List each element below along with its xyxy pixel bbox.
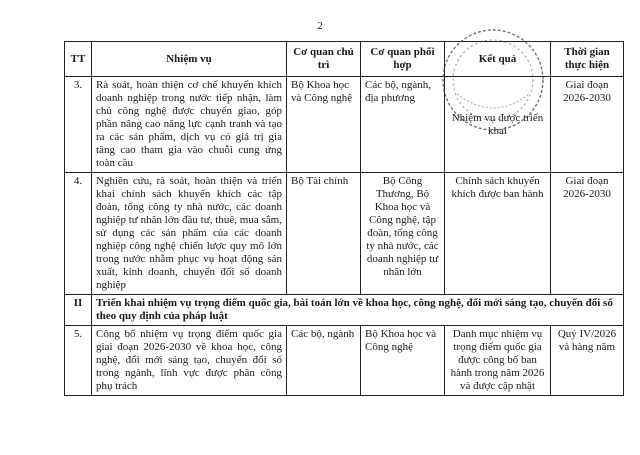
- section-row: [65, 295, 624, 326]
- row-task: Nghiên cứu, rà soát, hoàn thiện và triển khai chính sách khuyến khích các tập đoàn, tổng công ty nhà nước, các doanh nghiệp tư nhân lớn đầu tư, thuê, mua sắm, sử dụng các sản phẩm của các doanh nghiệp công nghệ chiến lược quy mô lớn trong nước nhằm phục vụ hoạt động sản xuất, kinh doanh, chuyển đổi số doanh nghiệp: [92, 173, 287, 295]
- header-lead-agency: Cơ quan chủ trì: [287, 42, 361, 77]
- header-tt: TT: [65, 42, 92, 77]
- page-number: 2: [317, 20, 323, 32]
- header-task: Nhiệm vụ: [92, 42, 287, 77]
- table-row: [65, 77, 624, 173]
- row-time: Giai đoạn 2026-2030: [551, 173, 624, 295]
- row-result: Chính sách khuyến khích được ban hành: [445, 173, 551, 295]
- row-task: Công bố nhiệm vụ trọng điểm quốc gia giai đoạn 2026-2030 về khoa học, công nghệ, đổi mới sáng tạo, chuyển đổi số trong ngành, lĩnh vực được phân công phụ trách: [92, 326, 287, 396]
- row-lead: Các bộ, ngành: [287, 326, 361, 396]
- row-task: Rà soát, hoàn thiện cơ chế khuyến khích doanh nghiệp trong nước tiếp nhận, làm chủ công nghệ được chuyển giao, góp phần nâng cao năng lực cạnh tranh và tạo ra các sản phẩm, dịch vụ có giá trị gia tăng cao tham gia vào chuỗi cung ứng toàn cầu: [92, 77, 287, 173]
- row-coop: Bộ Công Thương, Bộ Khoa học và Công nghệ, tập đoàn, tổng công ty nhà nước, các doanh nghiệp tư nhân lớn: [361, 173, 445, 295]
- row-tt: 3.: [65, 77, 92, 173]
- table-header-row: [65, 42, 624, 77]
- row-coop: Bộ Khoa học và Công nghệ: [361, 326, 445, 396]
- header-time: Thời gian thực hiện: [551, 42, 624, 77]
- task-table: [64, 41, 624, 396]
- table-row: [65, 326, 624, 396]
- row-lead: Bộ Tài chính: [287, 173, 361, 295]
- row-lead: Bộ Khoa học và Công nghệ: [287, 77, 361, 173]
- row-time: Giai đoạn 2026-2030: [551, 77, 624, 173]
- section-title: Triển khai nhiệm vụ trọng điểm quốc gia, bài toán lớn về khoa học, công nghệ, đổi mới sáng tạo, chuyển đổi số theo quy định của pháp luật: [92, 295, 624, 326]
- row-coop: Các bộ, ngành, địa phương: [361, 77, 445, 173]
- section-tt: II: [65, 295, 92, 326]
- row-time: Quý IV/2026 và hàng năm: [551, 326, 624, 396]
- header-coop-agency: Cơ quan phối hợp: [361, 42, 445, 77]
- row-result: Danh mục nhiệm vụ trọng điểm quốc gia được công bố ban hành trong năm 2026 và được cập nhật: [445, 326, 551, 396]
- row-result: Nhiệm vụ được triển khai: [445, 77, 551, 173]
- row-tt: 5.: [65, 326, 92, 396]
- header-result: Kết quả: [445, 42, 551, 77]
- table-row: [65, 173, 624, 295]
- row-tt: 4.: [65, 173, 92, 295]
